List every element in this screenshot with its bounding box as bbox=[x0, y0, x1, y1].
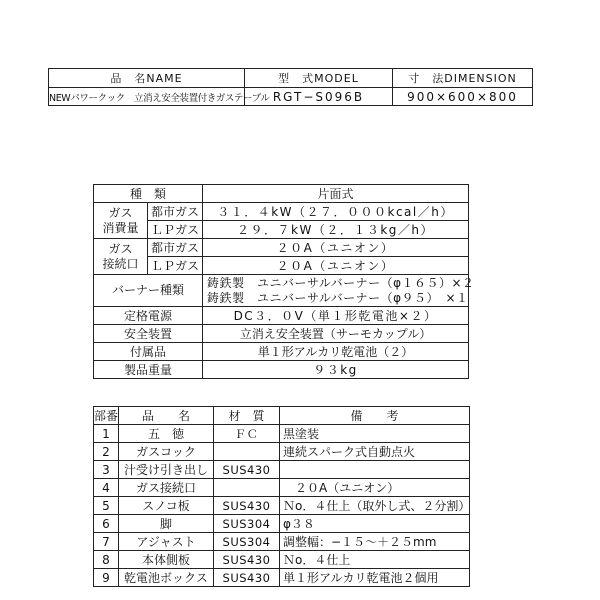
gas-consumption-label: ガス 消費量 bbox=[94, 203, 148, 239]
table-row bbox=[94, 497, 470, 515]
safety-value: 立消え安全装置（サーモカップル） bbox=[203, 325, 469, 343]
part-no: 4 bbox=[94, 479, 119, 497]
part-name: 汁受け引き出し bbox=[119, 461, 214, 479]
gas-connection-label: ガス 接続口 bbox=[94, 239, 148, 275]
weight-value: ９３kg bbox=[203, 361, 469, 379]
model-column-header: 型 式MODEL bbox=[245, 69, 393, 88]
part-material: SUS430 bbox=[214, 461, 280, 479]
name-column-header: 品 名NAME bbox=[49, 69, 245, 88]
part-note: 連続スパーク式自動点火 bbox=[280, 443, 470, 461]
part-note: ２０A（ユニオン） bbox=[280, 479, 470, 497]
part-note: Ｎo．４仕上 bbox=[280, 551, 470, 569]
part-no: 7 bbox=[94, 533, 119, 551]
accessory-value: 単１形アルカリ乾電池（２） bbox=[203, 343, 469, 361]
dimension-column-header: 寸 法DIMENSION bbox=[393, 69, 533, 88]
burner-value-small: 鋳鉄製 ユニバーサルバーナー（φ９５） ×１ bbox=[207, 290, 469, 305]
parts-note-header: 備 考 bbox=[280, 407, 470, 425]
consumption-city-value: ３１．４kW（２７．０００kcal／h） bbox=[203, 203, 469, 221]
connection-city-gas-label: 都市ガス bbox=[148, 239, 203, 257]
part-note: 黒塗装 bbox=[280, 425, 470, 443]
part-note: 単１形アルカリ乾電池２個用 bbox=[280, 569, 470, 587]
part-name: ガス接続口 bbox=[119, 479, 214, 497]
consumption-lp-value: ２９．７kW（２．１３kg／h） bbox=[203, 221, 469, 239]
part-no: 5 bbox=[94, 497, 119, 515]
part-material: SUS304 bbox=[214, 515, 280, 533]
safety-label: 安全装置 bbox=[94, 325, 203, 343]
part-note: φ３８ bbox=[280, 515, 470, 533]
part-name: スノコ板 bbox=[119, 497, 214, 515]
part-name: 乾電池ボックス bbox=[119, 569, 214, 587]
connection-lp-gas-label: ＬＰガス bbox=[148, 257, 203, 275]
consumption-city-gas-label: 都市ガス bbox=[148, 203, 203, 221]
part-no: 8 bbox=[94, 551, 119, 569]
burner-type-label: バーナー種類 bbox=[94, 275, 203, 307]
part-name: 本体側板 bbox=[119, 551, 214, 569]
table-row bbox=[94, 425, 470, 443]
part-no: 1 bbox=[94, 425, 119, 443]
part-material: ＦＣ bbox=[214, 425, 280, 443]
table-row bbox=[94, 515, 470, 533]
part-material: SUS430 bbox=[214, 569, 280, 587]
product-name: NEWパワークック 立消え安全装置付きガステーブル bbox=[49, 88, 245, 106]
table-row bbox=[94, 569, 470, 587]
accessory-label: 付属品 bbox=[94, 343, 203, 361]
part-name: アジャスト bbox=[119, 533, 214, 551]
parts-table bbox=[93, 406, 470, 587]
part-no: 2 bbox=[94, 443, 119, 461]
part-name: 脚 bbox=[119, 515, 214, 533]
part-material: SUS304 bbox=[214, 533, 280, 551]
table-row bbox=[94, 461, 470, 479]
product-dimension: 900×600×800 bbox=[393, 88, 533, 106]
product-model: RGT−S096B bbox=[245, 88, 393, 106]
spec-table bbox=[93, 184, 475, 379]
parts-name-header: 品 名 bbox=[119, 407, 214, 425]
power-value: DC３．０V（単１形乾電池×２） bbox=[203, 307, 469, 325]
part-no: 3 bbox=[94, 461, 119, 479]
consumption-lp-gas-label: ＬＰガス bbox=[148, 221, 203, 239]
spec-single-header: 片面式 bbox=[203, 185, 469, 203]
power-label: 定格電源 bbox=[94, 307, 203, 325]
part-no: 6 bbox=[94, 515, 119, 533]
burner-value-large: 鋳鉄製 ユニバーサルバーナー（φ１６５）×２ bbox=[207, 275, 475, 290]
part-name: ガスコック bbox=[119, 443, 214, 461]
connection-city-value: ２０A（ユニオン） bbox=[203, 239, 469, 257]
weight-label: 製品重量 bbox=[94, 361, 203, 379]
table-row bbox=[94, 479, 470, 497]
part-note: 調整幅：−１５〜＋２５mm bbox=[280, 533, 470, 551]
product-header-table bbox=[48, 68, 533, 106]
part-note bbox=[280, 461, 470, 479]
table-row bbox=[94, 443, 470, 461]
connection-lp-value: ２０A（ユニオン） bbox=[203, 257, 469, 275]
burner-type-values bbox=[203, 275, 475, 307]
part-material bbox=[214, 443, 280, 461]
spec-type-header: 種 類 bbox=[94, 185, 203, 203]
part-material: SUS430 bbox=[214, 497, 280, 515]
part-name: 五 徳 bbox=[119, 425, 214, 443]
part-note: Ｎo．４仕上（取外し式、２分割） bbox=[280, 497, 470, 515]
part-no: 9 bbox=[94, 569, 119, 587]
parts-no-header: 部番 bbox=[94, 407, 119, 425]
table-row bbox=[94, 533, 470, 551]
parts-material-header: 材 質 bbox=[214, 407, 280, 425]
table-row bbox=[94, 551, 470, 569]
part-material bbox=[214, 479, 280, 497]
part-material: SUS430 bbox=[214, 551, 280, 569]
